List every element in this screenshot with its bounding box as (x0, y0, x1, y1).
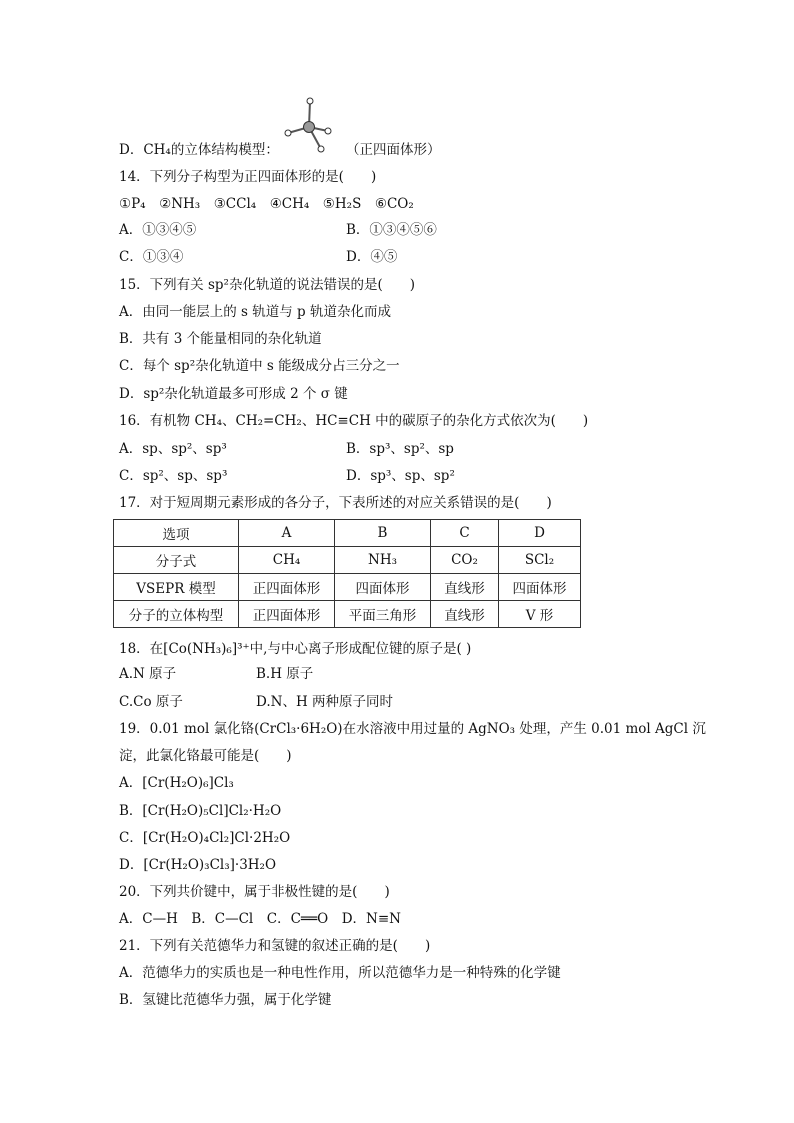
table-row (114, 601, 581, 628)
q21-option-a: A．范德华力的实质也是一种电性作用，所以范德华力是一种特殊的化学键 (119, 965, 561, 981)
q19-option-a: A．[Cr(H₂O)₆]Cl₃ (119, 775, 234, 791)
q18-option-c: C.Co 原子 (119, 694, 183, 710)
q18-option-d: D.N、H 两种原子同时 (256, 694, 394, 710)
q18-stem: 18．在[Co(NH₃)₆]³⁺中,与中心离子形成配位键的原子是( ) (119, 641, 472, 657)
table-cell: 正四面体形 (239, 601, 335, 628)
table-cell: 分子式 (114, 547, 239, 574)
q13-option-d: D．CH₄的立体结构模型： (119, 142, 279, 158)
q15-option-b: B．共有 3 个能量相同的杂化轨道 (119, 331, 322, 347)
q15-option-a: A．由同一能层上的 s 轨道与 p 轨道杂化而成 (119, 304, 391, 320)
table-cell: 分子的立体构型 (114, 601, 239, 628)
table-cell: 直线形 (431, 574, 499, 601)
table-cell: 选项 (114, 520, 239, 547)
q14-items: ①P₄ ②NH₃ ③CCl₄ ④CH₄ ⑤H₂S ⑥CO₂ (119, 196, 414, 212)
q17-table (113, 519, 581, 628)
table-cell: 四面体形 (499, 574, 581, 601)
q17-stem: 17．对于短周期元素形成的各分子，下表所述的对应关系错误的是( ) (119, 495, 552, 511)
ch4-model-image (283, 96, 335, 156)
table-cell: SCl₂ (499, 547, 581, 574)
q16-option-d: D．sp³、sp、sp² (346, 468, 455, 484)
q16-option-c: C．sp²、sp、sp³ (119, 468, 228, 484)
q21-stem: 21．下列有关范德华力和氢键的叙述正确的是( ) (119, 938, 431, 954)
q19-option-b: B．[Cr(H₂O)₅Cl]Cl₂·H₂O (119, 803, 282, 819)
table-cell: 正四面体形 (239, 574, 335, 601)
q16-option-a: A．sp、sp²、sp³ (119, 441, 227, 457)
q20-stem: 20．下列共价键中，属于非极性键的是( ) (119, 884, 390, 900)
table-row (114, 547, 581, 574)
q14-stem: 14．下列分子构型为正四面体形的是( ) (119, 169, 377, 185)
q20-options: A．C—H B．C—Cl C．C══O D．N≡N (119, 911, 401, 927)
table-row (114, 574, 581, 601)
q14-option-c: C．①③④ (119, 249, 184, 265)
q19-stem-line1: 19．0.01 mol 氯化铬(CrCl₃·6H₂O)在水溶液中用过量的 AgNO₃ 处理，产生 0.01 mol AgCl 沉 (119, 721, 706, 737)
q15-option-d: D．sp²杂化轨道最多可形成 2 个 σ 键 (119, 386, 348, 402)
table-cell: V 形 (499, 601, 581, 628)
q14-option-b: B．①③④⑤⑥ (346, 222, 437, 238)
q16-stem: 16．有机物 CH₄、CH₂=CH₂、HC≡CH 中的碳原子的杂化方式依次为( ) (119, 413, 589, 429)
table-cell: D (499, 520, 581, 547)
table-cell: CH₄ (239, 547, 335, 574)
table-cell: NH₃ (335, 547, 431, 574)
q21-option-b: B．氢键比范德华力强，属于化学键 (119, 992, 332, 1008)
table-cell: 直线形 (431, 601, 499, 628)
q16-option-b: B．sp³、sp²、sp (346, 441, 454, 457)
q19-stem-line2: 淀，此氯化铬最可能是( ) (119, 748, 292, 764)
q18-option-a: A.N 原子 (119, 666, 177, 682)
table-cell: VSEPR 模型 (114, 574, 239, 601)
table-cell: CO₂ (431, 547, 499, 574)
table-cell: C (431, 520, 499, 547)
table-cell: 四面体形 (335, 574, 431, 601)
q14-option-d: D．④⑤ (346, 249, 398, 265)
table-cell: A (239, 520, 335, 547)
q19-option-d: D．[Cr(H₂O)₃Cl₃]·3H₂O (119, 857, 277, 873)
table-cell: B (335, 520, 431, 547)
q18-option-b: B.H 原子 (256, 666, 314, 682)
table-row (114, 520, 581, 547)
table-cell: 平面三角形 (335, 601, 431, 628)
q19-option-c: C．[Cr(H₂O)₄Cl₂]Cl·2H₂O (119, 830, 291, 846)
q13-option-d-tail: （正四面体形） (346, 142, 441, 158)
q14-option-a: A．①③④⑤ (119, 222, 197, 238)
q15-stem: 15．下列有关 sp²杂化轨道的说法错误的是( ) (119, 277, 415, 293)
q15-option-c: C．每个 sp²杂化轨道中 s 能级成分占三分之一 (119, 358, 400, 374)
